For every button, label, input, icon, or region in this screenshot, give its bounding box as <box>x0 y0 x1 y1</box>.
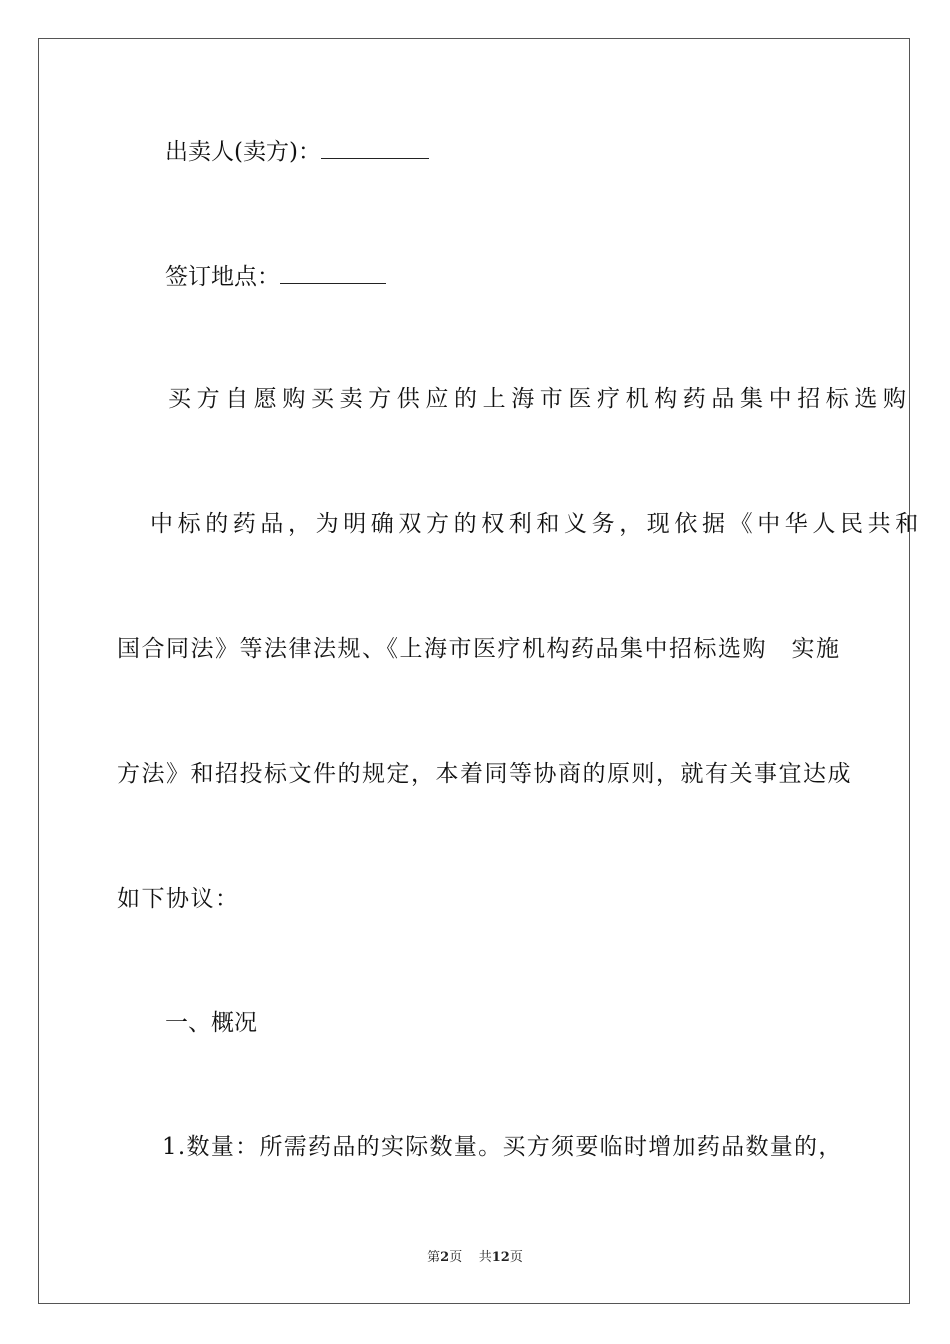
paragraph-line-1: 买方自愿购买卖方供应的上海市医疗机构药品集中招标选购 <box>168 386 912 412</box>
page-footer <box>0 1246 950 1265</box>
seller-label: 出卖人(卖方)： <box>165 139 321 165</box>
footer-page-suffix: 页 <box>449 1250 463 1265</box>
footer-page-number: 2 <box>440 1250 450 1265</box>
signing-place-blank[interactable] <box>280 263 386 284</box>
paragraph-line-3: 国合同法》等法律法规、《上海市医疗机构药品集中招标选购 实施 <box>117 636 841 662</box>
section-heading-overview: 一、概况 <box>165 1010 257 1036</box>
signing-place-label: 签订地点： <box>165 264 280 290</box>
signing-place-line <box>165 262 386 292</box>
page-border <box>38 38 910 1304</box>
footer-total-suffix: 页 <box>509 1250 523 1265</box>
paragraph-line-2: 中标的药品，为明确双方的权利和义务，现依据《中华人民共和 <box>150 511 923 537</box>
paragraph-line-4: 方法》和招投标文件的规定，本着同等协商的原则，就有关事宜达成 <box>117 761 852 787</box>
footer-total-pages: 12 <box>491 1250 510 1265</box>
paragraph-line-5: 如下协议： <box>117 886 240 912</box>
footer-page-prefix: 第 <box>427 1250 441 1265</box>
seller-line <box>165 137 429 167</box>
seller-blank[interactable] <box>321 138 429 159</box>
quantity-clause: 1.数量：所需药品的实际数量。买方须要临时增加药品数量的， <box>162 1134 843 1160</box>
footer-total-prefix: 共 <box>478 1250 492 1265</box>
